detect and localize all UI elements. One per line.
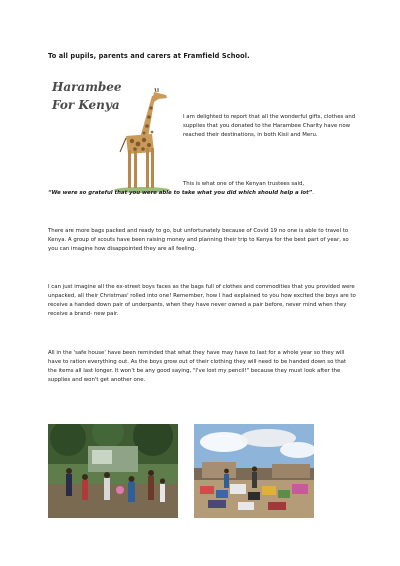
photo-donated-clothes	[194, 424, 314, 518]
giraffe-icon	[108, 86, 174, 194]
harambee-logo	[48, 76, 176, 196]
logo-title-line2: For Kenya	[52, 98, 120, 112]
quote-lead: This is what one of the Kenyan trustees said,	[183, 181, 305, 187]
trustee-quote: “We were so grateful that you were able to take what you did which should help a lot”	[48, 190, 313, 196]
paragraph-street-boys: I can just imagine all the ex-street boys faces as the bags full of clothes and commodities that you provided were unpacked, all their Christmas' rolled into one! Remember, how I had explained to you how excited the boys are to receive a handed down pair of underpants, when they have never owned a pair before, never mind when they receive a brand- new pair.	[48, 284, 356, 317]
quote-end: .	[312, 190, 314, 196]
greeting-heading: To all pupils, parents and carers at Framfield School.	[48, 52, 250, 60]
intro-paragraph: I am delighted to report that all the wonderful gifts, clothes and supplies that you donated to the Harambee Charity have now reached their destinations, in both Kisii and Meru.	[183, 114, 356, 138]
paragraph-scouts: There are more bags packed and ready to go, but unfortunately because of Covid 19 no one is able to travel to Kenya. A group of scouts have been raising money and planning their trip to Kenya for the best part of year, so you can imagine how disappointed they are all feeling.	[48, 228, 349, 252]
quote-paragraph	[48, 180, 360, 198]
photo-children-outdoors	[48, 424, 178, 518]
logo-title-line1: Harambee	[52, 80, 122, 94]
paragraph-safe-house: All in the 'safe house' have been reminded that what they have may have to last for a whole year so they will have to ration everything out. As the boys grow out of their clothing they will need to be handed down so that the items all last longer. It won't be any good saying, "I've lost my pencil!" because they must look after the supplies and won't get another one.	[48, 350, 347, 383]
